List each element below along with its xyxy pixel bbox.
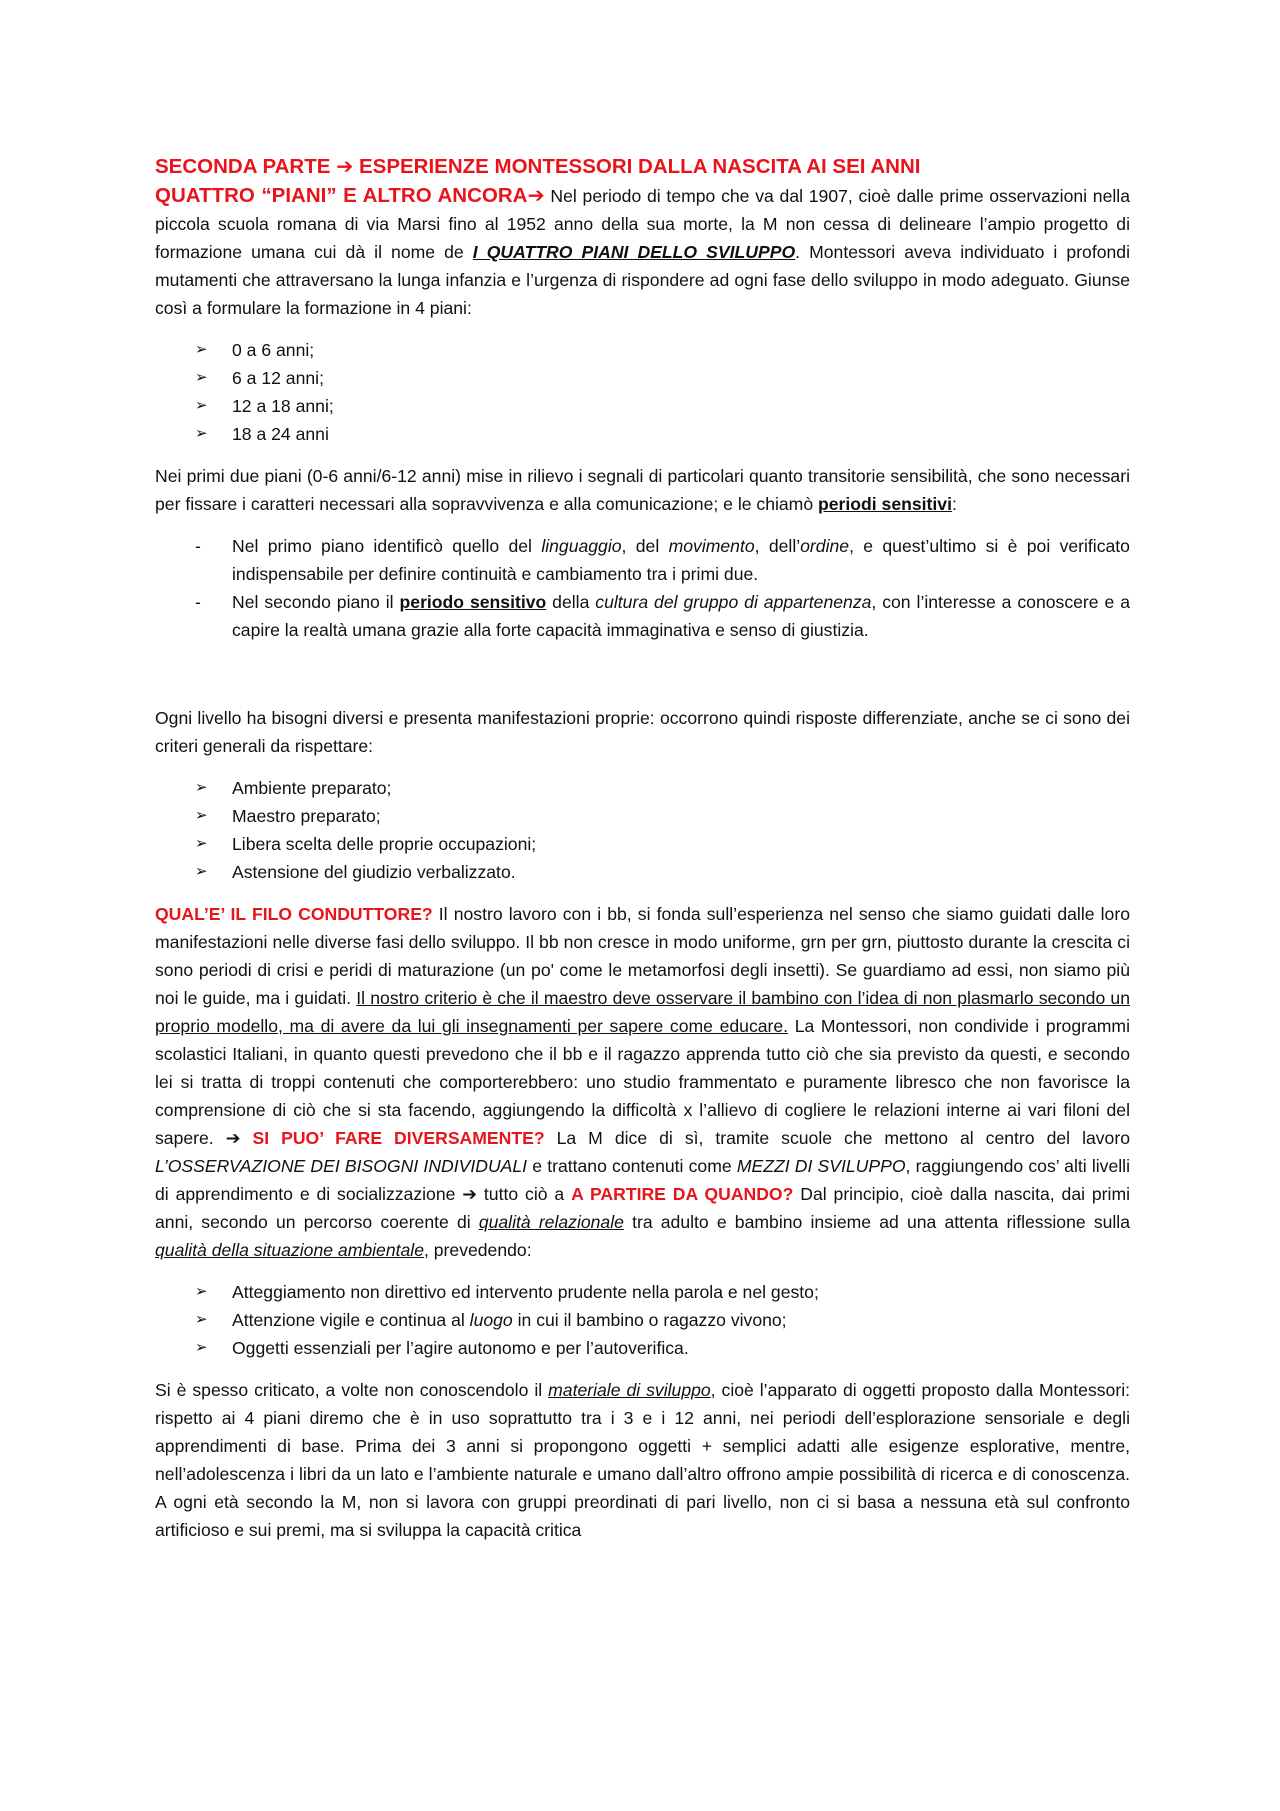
paragraph-development-material: Si è spesso criticato, a volte non conoscendolo il materiale di sviluppo, cioè l’apparato di oggetti proposto dalla Montessori: rispetto ai 4 piani diremo che è in uso soprattutto tra i 3 e i 12 anni, nei periodi dell’esplorazione sensoriale e degli apprendimenti di base. Prima dei 3 anni si propongono oggetti + semplici adatti alle esigenze esplorative, mentre, nell’adolescenza i libri da un lato e l’ambiente naturale e umano dall’altro offrono ampie possibilità di ricerca e di conoscenza. A ogni età secondo la M, non si lavora con gruppi preordinati di pari livello, non ci si basa a nessuna età sul confronto artificioso e sui premi, ma si sviluppa la capacità critica: [155, 1380, 1130, 1540]
arrow-bullet-icon: ➢: [195, 397, 208, 414]
list-item: ➢ Attenzione vigile e continua al luogo in cui il bambino o ragazzo vivono;: [155, 1306, 1130, 1334]
section-heading: SECONDA PARTE ➔ ESPERIENZE MONTESSORI DALLA NASCITA AI SEI ANNI: [155, 155, 921, 178]
criteria-list: [155, 774, 1130, 886]
inline-question: SI PUO’ FARE DIVERSAMENTE?: [252, 1128, 545, 1148]
inline-question: QUAL’E’ IL FILO CONDUTTORE?: [155, 904, 433, 924]
planes-list: [155, 336, 1130, 448]
list-item: ➢ Atteggiamento non direttivo ed intervento prudente nella parola e nel gesto;: [155, 1278, 1130, 1306]
document-page: [155, 152, 1130, 1544]
list-item: ➢ Oggetti essenziali per l’agire autonomo e per l’autoverifica.: [155, 1334, 1130, 1362]
paragraph-lead: QUATTRO “PIANI” E ALTRO ANCORA➔: [155, 184, 545, 207]
arrow-bullet-icon: ➢: [195, 1283, 208, 1300]
provisions-list: [155, 1278, 1130, 1362]
arrow-bullet-icon: ➢: [195, 1311, 208, 1328]
arrow-bullet-icon: ➢: [195, 779, 208, 796]
list-item: - Nel primo piano identificò quello del linguaggio, del movimento, dell’ordine, e quest’ultimo si è poi verificato indispensabile per definire continuità e cambiamento tra i primi due.: [155, 532, 1130, 588]
arrow-bullet-icon: ➢: [195, 341, 208, 358]
list-item: ➢ Maestro preparato;: [155, 802, 1130, 830]
key-term: materiale di sviluppo: [548, 1380, 711, 1400]
key-term: periodi sensitivi: [818, 494, 952, 514]
dash-marker: -: [195, 592, 201, 612]
list-item: ➢ 6 a 12 anni;: [155, 364, 1130, 392]
key-term: qualità della situazione ambientale: [155, 1240, 424, 1260]
list-item: ➢ 0 a 6 anni;: [155, 336, 1130, 364]
list-item: ➢ Libera scelta delle proprie occupazioni;: [155, 830, 1130, 858]
underlined-sentence: Il nostro criterio è che il maestro deve osservare il bambino con l’idea di non plasmarlo secondo un proprio modello, ma di avere da lui gli insegnamenti per sapere come educare.: [155, 988, 1130, 1036]
arrow-bullet-icon: ➢: [195, 807, 208, 824]
arrow-bullet-icon: ➢: [195, 863, 208, 880]
paragraph-four-planes: QUATTRO “PIANI” E ALTRO ANCORA➔ Nel periodo di tempo che va dal 1907, cioè dalle prime osservazioni nella piccola scuola romana di via Marsi fino al 1952 anno della sua morte, la M non cessa di delineare l’ampio progetto di formazione umana cui dà il nome de I QUATTRO PIANI DELLO SVILUPPO. Montessori aveva individuato i profondi mutamenti che attraversano la lunga infanzia e l’urgenza di rispondere ad ogni fase dello sviluppo in modo adeguato. Giunse così a formulare la formazione in 4 piani:: [155, 184, 1130, 318]
paragraph-sensitive-periods: Nei primi due piani (0-6 anni/6-12 anni) mise in rilievo i segnali di particolari quanto transitorie sensibilità, che sono necessari per fissare i caratteri necessari alla sopravvivenza e alla comunicazione; e le chiamò periodi sensitivi:: [155, 466, 1130, 514]
key-term: qualità relazionale: [478, 1212, 624, 1232]
key-term: periodo sensitivo: [399, 592, 547, 612]
list-item: ➢ 18 a 24 anni: [155, 420, 1130, 448]
dash-marker: -: [195, 536, 201, 556]
arrow-icon: ➔: [225, 1128, 253, 1148]
paragraph-levels: Ogni livello ha bisogni diversi e presenta manifestazioni proprie: occorrono quindi risposte differenziate, anche se ci sono dei criteri generali da rispettare:: [155, 708, 1130, 756]
list-item: - Nel secondo piano il periodo sensitivo della cultura del gruppo di appartenenza, con l’interesse a conoscere e a capire la realtà umana grazie alla forte capacità immaginativa e senso di giustizia.: [155, 588, 1130, 644]
key-term: I QUATTRO PIANI DELLO SVILUPPO: [472, 242, 796, 262]
arrow-icon: ➔: [462, 1184, 478, 1204]
arrow-bullet-icon: ➢: [195, 369, 208, 386]
arrow-bullet-icon: ➢: [195, 1339, 208, 1356]
list-item: ➢ Ambiente preparato;: [155, 774, 1130, 802]
arrow-bullet-icon: ➢: [195, 425, 208, 442]
list-item: ➢ Astensione del giudizio verbalizzato.: [155, 858, 1130, 886]
planes-detail-list: [155, 532, 1130, 644]
paragraph-guiding-thread: QUAL’E’ IL FILO CONDUTTORE? Il nostro lavoro con i bb, si fonda sull’esperienza nel senso che siamo guidati dalle loro manifestazioni nelle diverse fasi dello sviluppo. Il bb non cresce in modo uniforme, grn per grn, piuttosto durante la crescita ci sono periodi di crisi e peridi di maturazione (un po' come le metamorfosi degli insetti). Se guardiamo ad essi, non siamo più noi le guide, ma i guidati. Il nostro criterio è che il maestro deve osservare il bambino con l’idea di non plasmarlo secondo un proprio modello, ma di avere da lui gli insegnamenti per sapere come educare. La Montessori, non condivide i programmi scolastici Italiani, in quanto questi prevedono che il bb e il ragazzo apprenda tutto ciò che sia previsto da questi, e secondo lei si tratta di troppi contenuti che comporterebbero: uno studio frammentato e puramente libresco che non favorisce la comprensione di ciò che si sta facendo, aggiungendo la difficoltà x l’allievo di cogliere le relazioni interne ai vari filoni del sapere. ➔ SI PUO’ FARE DIVERSAMENTE? La M dice di sì, tramite scuole che mettono al centro del lavoro L’OSSERVAZIONE DEI BISOGNI INDIVIDUALI e trattano contenuti come MEZZI DI SVILUPPO, raggiungendo cos’ alti livelli di apprendimento e di socializzazione ➔ tutto ciò a A PARTIRE DA QUANDO? Dal principio, cioè dalla nascita, dai primi anni, secondo un percorso coerente di qualità relazionale tra adulto e bambino insieme ad una attenta riflessione sulla qualità della situazione ambientale, prevedendo:: [155, 904, 1131, 1260]
arrow-bullet-icon: ➢: [195, 835, 208, 852]
inline-question: A PARTIRE DA QUANDO?: [571, 1184, 794, 1204]
list-item: ➢ 12 a 18 anni;: [155, 392, 1130, 420]
